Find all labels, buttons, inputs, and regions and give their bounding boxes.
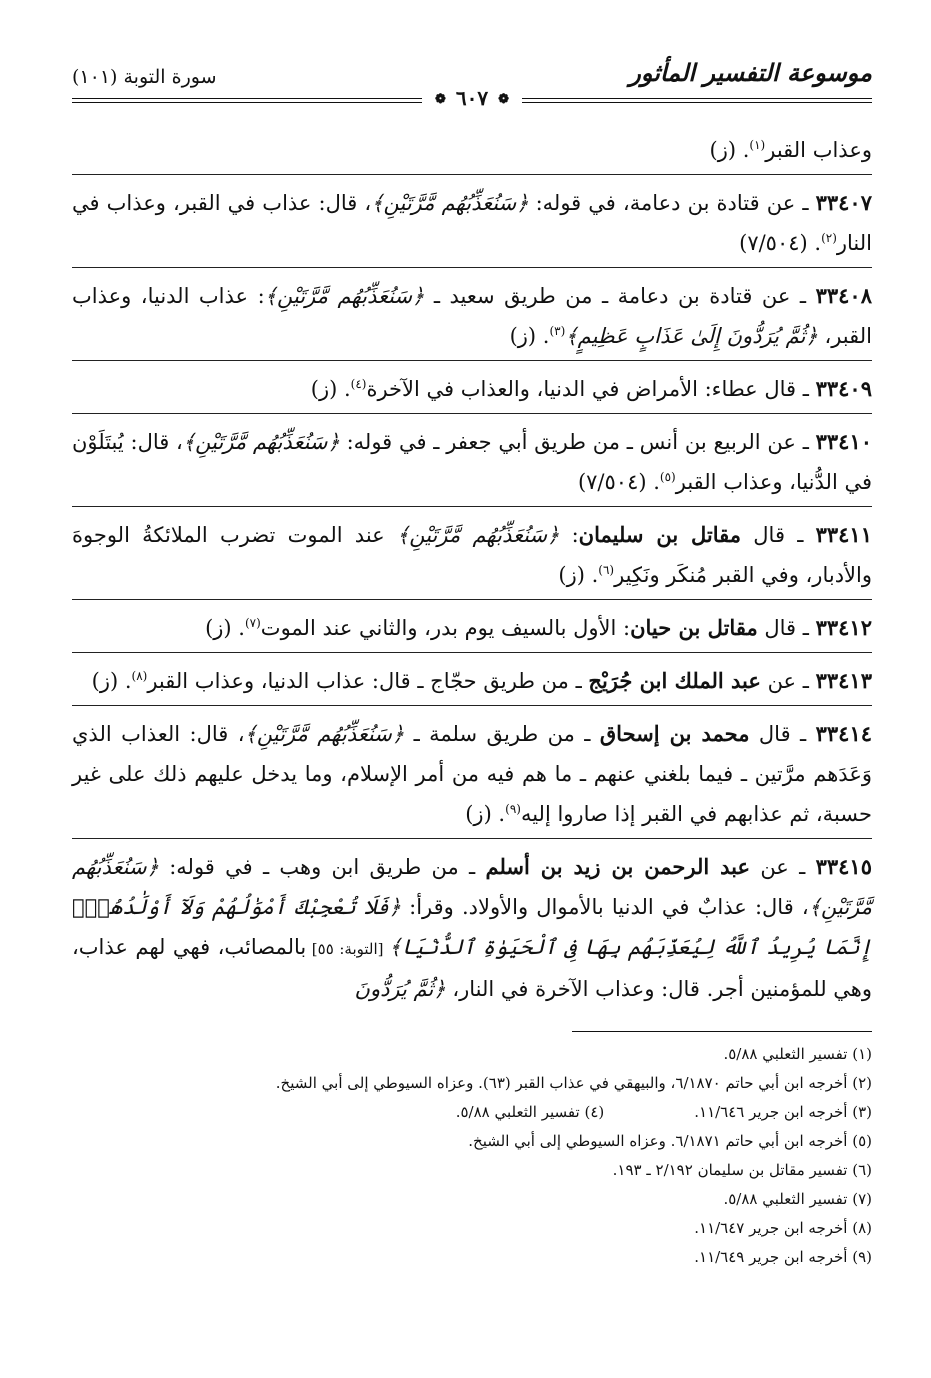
footnote: (٤) تفسير الثعلبي ٥/٨٨. xyxy=(455,1103,605,1121)
entry-number: ٣٣٤١١ xyxy=(815,522,872,547)
footnote-row xyxy=(72,1069,872,1098)
entry-separator xyxy=(72,838,872,839)
entry-text: . (٧/٥٠٤) xyxy=(577,470,660,494)
entry-text: ـ عن قتادة بن دعامة ـ من طريق سعيد ـ xyxy=(424,284,816,308)
entry-text: : xyxy=(559,523,579,547)
entry-text: : عذاب الدنيا، وعذاب القبر، xyxy=(72,284,872,348)
footnote-marker: (٢) xyxy=(821,231,837,245)
entry-text: ـ قال xyxy=(749,722,816,746)
entry xyxy=(72,661,872,701)
entry-text: ، قال: عذاب في القبر، وعذاب في النار xyxy=(72,191,872,255)
entry-text: . (ز) xyxy=(205,616,245,640)
entry-text: : الأول بالسيف يوم بدر، والثاني عند الموت xyxy=(260,616,631,640)
entry-number: ٣٣٤١٣ xyxy=(815,668,872,693)
verse-reference: [التوبة: ٥٥] xyxy=(306,940,390,958)
entry-text: ـ من طريق حجّاج ـ قال: عذاب الدنيا، وعذاب القبر xyxy=(147,669,589,693)
entry-number: ٣٣٤١٢ xyxy=(815,615,872,640)
footnotes xyxy=(72,1040,872,1272)
entry xyxy=(72,130,872,170)
entry-text: . (ز) xyxy=(558,563,599,587)
footnote-marker: (٤) xyxy=(350,377,367,391)
quran-quote: ﴿ثُمَّ يُرَدُّونَ xyxy=(354,977,446,1001)
entry-number: ٣٣٤٠٩ xyxy=(815,376,872,401)
narrator-name: مقاتل بن سليمان xyxy=(578,522,742,547)
entry-number: ٣٣٤١٤ xyxy=(815,721,873,746)
entry-text: وعذاب القبر xyxy=(765,138,872,162)
footnote-row xyxy=(72,1243,872,1272)
footnote-marker: (٥) xyxy=(659,470,676,484)
surah-label: سورة التوبة (١٠١) xyxy=(72,66,217,88)
footnote-marker: (٨) xyxy=(131,669,148,683)
footnote: (٨) أخرجه ابن جرير ١١/٦٤٧. xyxy=(694,1219,872,1237)
entry-text: ـ قال xyxy=(741,523,816,547)
main-text xyxy=(72,130,872,1009)
footnote: (٩) أخرجه ابن جرير ١١/٦٤٩. xyxy=(694,1248,872,1266)
footnote: (٥) أخرجه ابن أبي حاتم ٦/١٨٧١. وعزاه السيوطي إلى أبي الشيخ. xyxy=(468,1132,872,1150)
narrator-name: مقاتل بن حيان xyxy=(630,615,758,640)
entry-text: ـ عن xyxy=(760,669,816,693)
page xyxy=(72,56,872,1272)
entry xyxy=(72,369,872,409)
entry-separator xyxy=(72,705,872,706)
entry-number: ٣٣٤٠٨ xyxy=(815,283,872,308)
entry-text: . (ز) xyxy=(465,802,506,826)
entry xyxy=(72,183,872,263)
entry-text: . (ز) xyxy=(709,138,750,162)
entry-text: ـ من طريق سلمة ـ xyxy=(404,722,600,746)
entry-separator xyxy=(72,174,872,175)
footnote-marker: (٦) xyxy=(598,563,615,577)
narrator-name: عبد الملك ابن جُرَيْج xyxy=(588,668,761,693)
footnote-row xyxy=(72,1156,872,1185)
narrator-name: عبد الرحمن بن زيد بن أسلم xyxy=(485,854,751,879)
footnote-marker: (١) xyxy=(749,138,766,152)
footnote: (٦) تفسير مقاتل بن سليمان ٢/١٩٢ ـ ١٩٣. xyxy=(612,1161,872,1179)
page-number: ٦٠٧ xyxy=(455,86,489,110)
quran-quote: ﴿سَنُعَذِّبُهُم مَّرَّتَيْنِ﴾ xyxy=(182,430,340,454)
narrator-name: محمد بن إسحاق xyxy=(599,721,750,746)
entry xyxy=(72,515,872,595)
footnote-row xyxy=(72,1214,872,1243)
entry-text: ، قال: يُبتَلَوْن في الدُّنيا، وعذاب القبر xyxy=(72,430,872,494)
entry-text: . (ز) xyxy=(509,324,550,348)
ornament-left-icon: ❁ xyxy=(435,92,446,107)
entry-text: ـ من طريق ابن وهب ـ في قوله: xyxy=(158,855,486,879)
footnote-row xyxy=(72,1098,872,1127)
footnote-rule xyxy=(572,1031,872,1032)
entry-text: . (٧/٥٠٤) xyxy=(739,231,822,255)
entry-separator xyxy=(72,360,872,361)
quran-quote: ﴿سَنُعَذِّبُهُم مَّرَّتَيْنِ﴾ xyxy=(371,191,529,215)
entry-text: ، قال: العذاب الذي وَعَدَهم مرَّتين ـ فيما بلغني عنهم ـ ما هم فيه من أمر الإسلام، وما يدخل عليهم ذلك على غير حسبة، ثم عذابهم في القبر إذا صاروا إليه xyxy=(72,722,872,826)
page-header xyxy=(72,56,872,110)
entry-text: بالمصائب، فهي لهم عذاب، وهي للمؤمنين أجر. قال: وعذاب الآخرة في النار، xyxy=(72,935,872,1001)
footnote: (٣) أخرجه ابن جرير ١١/٦٤٦. xyxy=(694,1103,872,1121)
entry xyxy=(72,608,872,648)
footnote: (٧) تفسير الثعلبي ٥/٨٨. xyxy=(723,1190,872,1208)
quran-quote: ﴿سَنُعَذِّبُهُم مَّرَّتَيْنِ﴾ xyxy=(244,722,405,746)
entry-text: ـ عن xyxy=(750,855,816,879)
entry xyxy=(72,276,872,356)
entry xyxy=(72,714,872,834)
ornament-right-icon: ❁ xyxy=(498,92,509,107)
footnote-row xyxy=(72,1185,872,1214)
entry-text: عند الموت تضرب الملائكةُ الوجوهَ والأدبار، وفي القبر مُنكَر ونَكِير xyxy=(72,523,872,587)
footnote-row xyxy=(72,1040,872,1069)
entry-number: ٣٣٤٠٧ xyxy=(815,190,872,215)
entry xyxy=(72,422,872,502)
quran-quote: ﴿سَنُعَذِّبُهُم مَّرَّتَيْنِ﴾ xyxy=(264,284,425,308)
entry xyxy=(72,847,872,1009)
entry-text: ـ عن قتادة بن دعامة، في قوله: xyxy=(528,191,816,215)
entry-text: ـ عن الربيع بن أنس ـ من طريق أبي جعفر ـ في قوله: xyxy=(339,430,816,454)
entry-separator xyxy=(72,413,872,414)
entry-separator xyxy=(72,599,872,600)
footnote-marker: (٣) xyxy=(549,324,566,338)
entry-separator xyxy=(72,652,872,653)
quran-quote: ﴿سَنُعَذِّبُهُم مَّرَّتَيْنِ﴾ xyxy=(396,523,560,547)
entry-separator xyxy=(72,506,872,507)
entry-text: ـ قال عطاء: الأمراض في الدنيا، والعذاب في الآخرة xyxy=(366,377,816,401)
footnote-row xyxy=(72,1127,872,1156)
entry-number: ٣٣٤١٥ xyxy=(815,854,872,879)
entry-separator xyxy=(72,267,872,268)
entry-text: ، قال: عذابٌ في الدنيا بالأموال والأولاد. وقرأ: xyxy=(400,895,809,919)
footnote-marker: (٧) xyxy=(244,616,261,630)
quran-quote: ﴿فَلَا تُعْجِبْكَ أَمْوَٰلُهُمْ وَلَآ أَوْلَٰدُهُمْۚ إِنَّمَا يُرِيدُ ٱللَّهُ لِيُعَذِّبَهُم بِهَا فِى ٱلْحَيَوٰةِ ٱلدُّنْيَا﴾ xyxy=(72,895,872,959)
quran-quote: ﴿ثُمَّ يُرَدُّونَ إِلَىٰ عَذَابٍ عَظِيمٍ﴾ xyxy=(565,324,818,348)
quran-quote: ﴿سَنُعَذِّبُهُم مَّرَّتَيْنِ﴾ xyxy=(72,855,873,919)
entry-text: ـ قال xyxy=(757,616,816,640)
entry-text: . (ز) xyxy=(91,669,132,693)
footnote: (٢) أخرجه ابن أبي حاتم ٦/١٨٧٠، والبيهقي في عذاب القبر (٦٣). وعزاه السيوطي إلى أبي الشيخ. xyxy=(275,1074,872,1092)
footnote-marker: (٩) xyxy=(505,802,521,816)
entry-number: ٣٣٤١٠ xyxy=(815,429,873,454)
footnote: (١) تفسير الثعلبي ٥/٨٨. xyxy=(723,1045,872,1063)
page-number-box xyxy=(422,86,522,110)
book-title: موسوعة التفسير المأثور xyxy=(629,58,872,87)
entry-text: . (ز) xyxy=(310,377,351,401)
